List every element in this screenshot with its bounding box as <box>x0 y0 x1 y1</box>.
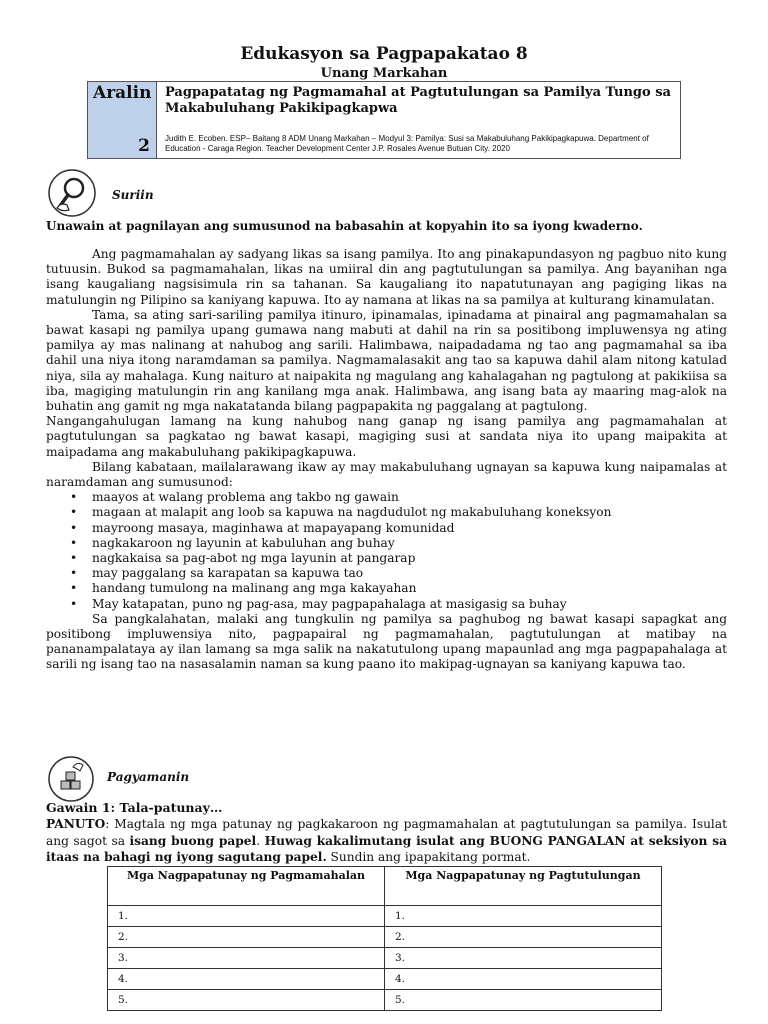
panuto-text: . <box>256 833 265 848</box>
table-row <box>108 969 662 990</box>
list-item: • mayroong masaya, maginhawa at mapayapang komunidad <box>46 521 727 536</box>
panuto-text: Sundin ang ipapakitang pormat. <box>326 850 531 864</box>
list-item: • maayos at walang problema ang takbo ng gawain <box>46 490 727 505</box>
paragraph: Bilang kabataan, mailalarawang ikaw ay may makabuluhang ugnayan sa kapuwa kung naipamalas at naramdaman ang sumusunod: <box>46 459 727 490</box>
blocks-hand-icon <box>47 755 95 803</box>
paragraph: Ang pagmamahalan ay sadyang likas sa isang pamilya. Ito ang pinakapundasyon ng pagbuo nito kung tutuusin. Bukod sa pagmamahalan, likas na umiiral din ang pagtutulungan sa pamilya. Ang bayanihan nga isang kaugaliang nagsisimula rin sa tahanan. Sa kaugaliang ito napatutunayan ang pagiging likas na matulungin ng Pilipino sa kaniyang kapuwa. Ito ay namana at likas na sa pamilya at kulturang kinamulatan. <box>46 247 727 307</box>
table-cell: 1. <box>108 906 385 927</box>
lesson-reference: Judith E. Ecoben. ESP– Baitang 8 ADM Unang Markahan – Modyul 3: Pamilya: Susi sa Makabuluhang Pakikipagkapuwa. Department of Education - Caraga Region. Teacher Development Center J.P. Rosales Avenue Butuan City. 2020 <box>165 134 649 153</box>
gawain-title: Gawain 1: Tala-patunay… <box>46 800 223 815</box>
table-row <box>108 906 662 927</box>
list-item: • magaan at malapit ang loob sa kapuwa na nagdudulot ng makabuluhang koneksyon <box>46 505 727 520</box>
table-cell: 4. <box>385 969 662 990</box>
list-item: • nagkakaroon ng layunin at kabuluhan ang buhay <box>46 536 727 551</box>
paragraph: Sa pangkalahatan, malaki ang tungkulin ng pamilya sa paghubog ng bawat kasapi sapagkat ang positibong impluwensiya nito, pagpapairal ng pagmamahalan, pagtutulungan at matibay na pananampalataya ay ilan lamang sa mga salik na nakatutulong upang mapaunlad ang mga pagpapahalaga at sarili ng isang tao na nasasalamin naman sa kung paano ito makipag-ugnayan sa kaniyang kapuwa tao. <box>46 611 727 672</box>
pagyamanin-label: Pagyamanin <box>107 770 190 784</box>
table-row <box>108 927 662 948</box>
panuto-lead: PANUTO <box>46 817 106 831</box>
list-item: • may paggalang sa karapatan sa kapuwa tao <box>46 566 727 581</box>
list-item: • nagkakaisa sa pag-abot ng mga layunin at pangarap <box>46 551 727 566</box>
table-row <box>108 990 662 1011</box>
tala-patunay-table <box>107 866 662 1011</box>
bullet-list <box>46 490 727 612</box>
magnifier-icon <box>47 168 97 218</box>
column-header: Mga Nagpapatunay ng Pagmamahalan <box>108 867 385 906</box>
table-cell: 4. <box>108 969 385 990</box>
paragraph: Tama, sa ating sari-sariling pamilya itinuro, ipinamalas, ipinadama at pinairal ang pagmamahalan sa bawat kasapi ng pamilya upang gumawa nang mabuti at dahil na rin sa positibong impluwensya ng ating pamilya ay mas nalinang at nahubog ang sarili. Halimbawa, naipadadama ng tao ang pagmamahal sa iba dahil una niya itong naramdaman sa pamilya. Nagmamalasakit ang tao sa kapuwa dahil alam nitong katulad niya, sila ay mahalaga. Kung naituro at naipakita ng magulang ang kahalagahan ng pagtulong at pakikiisa sa iba, magiging matulungin rin ang kanilang mga anak. Halimbawa, ang isang bata ay maaring mag-alok na buhatin ang gamit ng mga nakatatanda bilang pagpapakita ng paggalang at pagtulong. <box>46 307 727 414</box>
table-cell: 2. <box>385 927 662 948</box>
column-header: Mga Nagpapatunay ng Pagtutulungan <box>385 867 662 906</box>
lesson-box <box>87 81 681 159</box>
panuto-emphasis: isang buong papel <box>129 833 257 848</box>
panuto-emphasis: Huwag kakalimutang isulat ang BUONG PANGALAN at seksiyon sa itaas na bahagi ng iyong sagutang papel. <box>46 833 728 864</box>
suriin-label: Suriin <box>112 188 154 202</box>
lesson-title: Pagpapatatag ng Pagmamahal at Pagtutulungan sa Pamilya Tungo sa Makabuluhang Pakikipagkapwa <box>165 85 671 116</box>
lesson-label-cell <box>88 82 157 158</box>
table-cell: 3. <box>108 948 385 969</box>
suriin-instruction: Unawain at pagnilayan ang sumusunod na babasahin at kopyahin ito sa iyong kwaderno. <box>46 219 643 233</box>
table-row <box>108 948 662 969</box>
lesson-content <box>157 82 680 158</box>
lesson-number: 2 <box>138 136 150 156</box>
list-item: • handang tumulong na malinang ang mga kakayahan <box>46 581 727 596</box>
lesson-label: Aralin <box>93 83 152 103</box>
table-cell: 2. <box>108 927 385 948</box>
panuto <box>46 816 727 866</box>
suriin-reading <box>46 247 727 673</box>
table-cell: 1. <box>385 906 662 927</box>
paragraph: Nangangahulugan lamang na kung nahubog nang ganap ng isang pamilya ang pagmamahalan at pagtutulungan sa pagkatao ng bawat kasapi, magiging susi at sandata niya ito upang maipakita at maipadama ang makabuluhang pakikipagkapuwa. <box>46 414 727 459</box>
panuto-text: : Magtala ng mga patunay ng pagkakaroon ng pagmamahalan at pagtutulungan sa pamilya. Isulat ang sagot sa <box>46 817 727 848</box>
table-cell: 3. <box>385 948 662 969</box>
page-subtitle: Unang Markahan <box>320 66 448 81</box>
page-title: Edukasyon sa Pagpapakatao 8 <box>240 44 528 64</box>
table-cell: 5. <box>108 990 385 1011</box>
table-header-row <box>108 867 662 906</box>
list-item: • May katapatan, puno ng pag-asa, may pagpapahalaga at masigasig sa buhay <box>46 597 727 612</box>
table-cell: 5. <box>385 990 662 1011</box>
